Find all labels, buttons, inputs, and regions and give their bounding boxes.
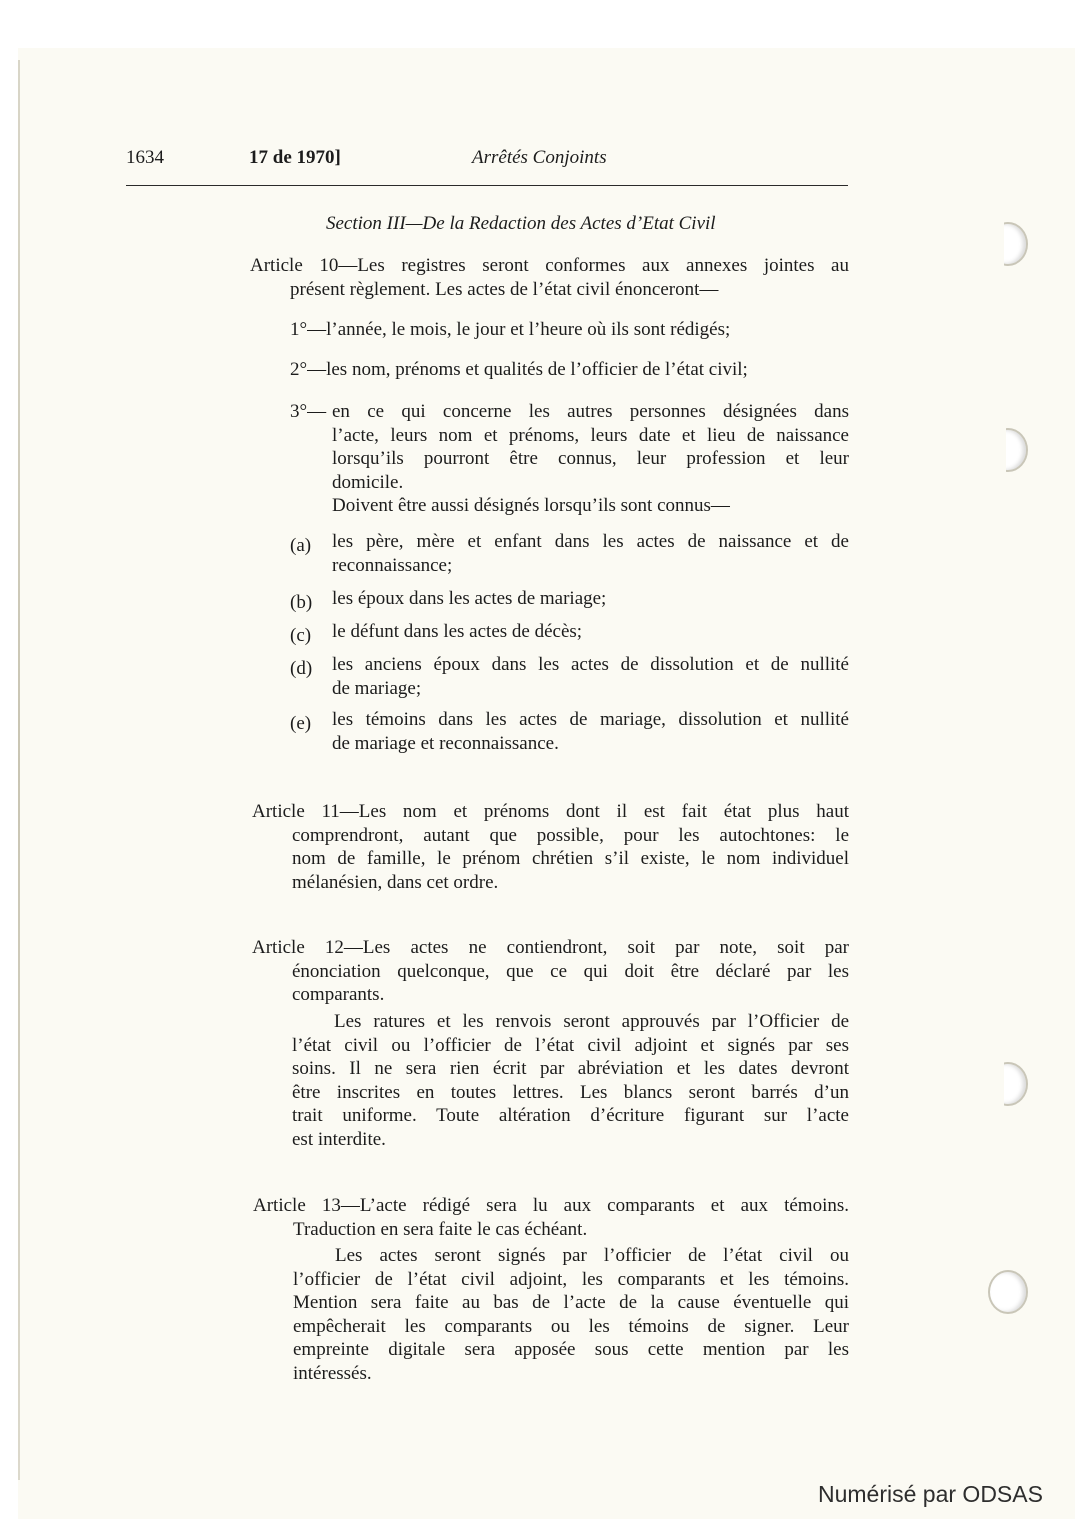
paragraph-line: présent règlement. Les actes de l’état civil énonceront— [290, 278, 719, 300]
list-item-a: les père, mère et enfant dans les actes de naissance et de reconnaissance; [332, 531, 849, 576]
article-12 [252, 936, 849, 1007]
article-13-paragraph-2: Les actes seront signés par l’officier de l’état civil ou l’officier de l’état civil adjoint, les comparants et les témoins. Mention sera faite au bas de l’acte de la cause éventuelle qui empêcherait les comparants ou les témoins de signer. Leur empreinte digitale sera apposée sous cette mention par les intéressés. [293, 1245, 849, 1384]
paragraph-line: Article 13—L’acte rédigé sera lu aux comparants et aux témoins. [253, 1195, 849, 1216]
list-label: (c) [290, 625, 312, 646]
paragraph-line: comparants. [292, 984, 385, 1005]
list-label: (d) [290, 658, 313, 679]
list-label: (e) [290, 713, 312, 734]
list-label: (a) [290, 535, 312, 556]
running-title: Arrêtés Conjoints [472, 147, 607, 168]
paragraph-line: mélanésien, dans cet ordre. [292, 871, 499, 893]
date-reference: 17 de 1970] [249, 147, 341, 168]
page-number: 1634 [126, 147, 164, 168]
paragraph-line: Traduction en sera faite le cas échéant. [293, 1218, 588, 1240]
header-rule [126, 185, 848, 186]
punch-hole [988, 1270, 1028, 1314]
paragraph-line: comprendront, autant que possible, pour les autochtones: le [292, 824, 849, 846]
article-10-item-3: en ce qui concerne les autres personnes désignées dans l’acte, leurs nom et prénoms, leurs date et lieu de naissance lorsqu’ils pourront être connus, leur profession et leur domicile. Doivent être aussi désignés lorsqu’ils sont connus— [332, 401, 849, 516]
article-12-paragraph-2: Les ratures et les renvois seront approuvés par l’Officier de l’état civil ou l’officier de l’état civil adjoint et signés par ses soins. Il ne sera rien écrit par abréviation et les dates devront être inscrites en toutes lettres. Les blancs seront barrés d’un trait uniforme. Toute altération d’écriture figurant sur l’acte est interdite. [292, 1011, 849, 1150]
list-item-b: les époux dans les actes de mariage; [332, 588, 607, 609]
list-item-d: les anciens époux dans les actes de dissolution et de nullité de mariage; [332, 654, 849, 699]
article-10-item-2: 2°—les nom, prénoms et qualités de l’officier de l’état civil; [290, 359, 748, 380]
digitization-watermark: Numérisé par ODSAS [818, 1481, 1043, 1507]
article-10 [250, 254, 849, 301]
list-label: (b) [290, 592, 313, 613]
list-item-e: les témoins dans les actes de mariage, dissolution et nullité de mariage et reconnaissance. [332, 709, 849, 754]
article-11 [252, 800, 849, 894]
list-item-c: le défunt dans les actes de décès; [332, 621, 583, 642]
paragraph-line: Article 10—Les registres seront conformes aux annexes jointes au [250, 255, 849, 276]
page-edge [18, 60, 20, 1480]
section-title: Section III—De la Redaction des Actes d’Etat Civil [326, 213, 716, 234]
article-10-item-1: 1°—l’année, le mois, le jour et l’heure où ils sont rédigés; [290, 319, 731, 340]
paragraph-line: Article 11—Les nom et prénoms dont il est fait état plus haut [252, 801, 849, 822]
item-number: 3°— [290, 401, 327, 422]
paragraph-line: nom de famille, le prénom chrétien s’il existe, le nom individuel [292, 848, 849, 869]
paragraph-line: énonciation quelconque, que ce qui doit être déclaré par les [292, 960, 849, 982]
article-13 [253, 1194, 849, 1241]
paragraph-line: Article 12—Les actes ne contiendront, soit par note, soit par [252, 937, 849, 958]
